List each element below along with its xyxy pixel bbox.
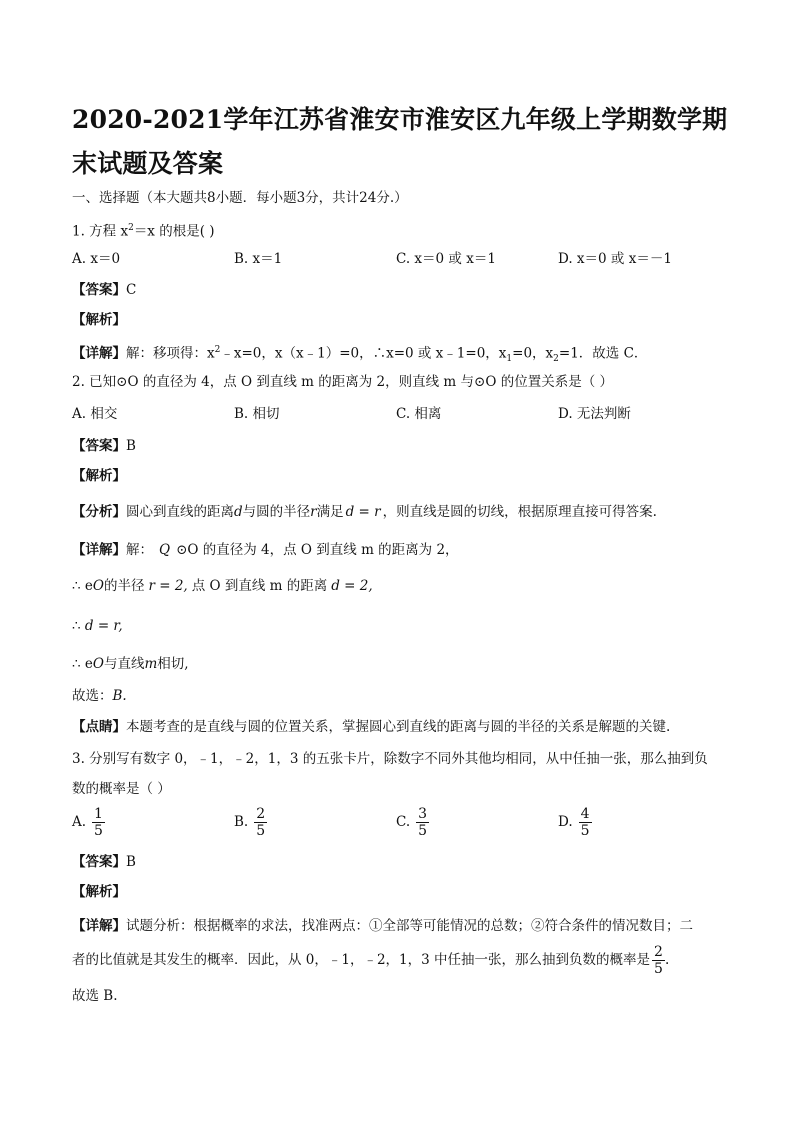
q2-answer: 【答案】B [72,438,136,454]
q3-analysis-label: 【解析】 [72,884,126,900]
fraction: $\frac{2}{5}$ [654,944,663,977]
q3-detail-line-1: 【详解】试题分析：根据概率的求法，找准两点：①全部等可能情况的总数；②符合条件的情况数目；二 [72,918,693,934]
q2-option-b: B. 相切 [234,406,280,422]
q2-option-c: C. 相离 [396,406,442,422]
q1-option-d: D. x＝0 或 x＝－1 [558,251,672,267]
q3-option-b: B. $\frac{2}{5}$ [234,806,266,839]
q2-step-radius: ∴ eO的半径 r = 2, 点 O 到直线 m 的距离 d = 2, [72,578,373,594]
fraction: $\frac{1}{5}$ [94,806,103,839]
q2-step-tangent: ∴ eO与直线m相切, [72,656,189,672]
fraction: $\frac{3}{5}$ [418,806,428,839]
fraction: $\frac{4}{5}$ [580,806,590,839]
q2-fenxi: 【分析】圆心到直线的距离d与圆的半径r满足 d = r ，则直线是圆的切线，根据原理直接可得答案. [72,504,657,520]
q3-option-c: C. $\frac{3}{5}$ [396,806,428,839]
q1-option-c: C. x＝0 或 x＝1 [396,251,496,267]
fraction: $\frac{2}{5}$ [256,806,266,839]
q3-detail-line-2: 者的比值就是其发生的概率．因此，从 0，﹣1，﹣2，1，3 中任抽一张，那么抽到负数的概率是 $\frac{2}{5}$ . [72,944,670,977]
question-2-stem: 2. 已知⊙O 的直径为 4，点 O 到直线 m 的距离为 2，则直线 m 与⊙O 的位置关系是（ ） [72,374,613,390]
q2-dianjing: 【点睛】本题考查的是直线与圆的位置关系，掌握圆心到直线的距离与圆的半径的关系是解题的关键. [72,719,671,735]
q2-choose: 故选：B. [72,688,127,704]
q1-option-a: A. x＝0 [72,251,121,267]
q2-option-d: D. 无法判断 [558,406,631,422]
page-title: 2020-2021学年江苏省淮安市淮安区九年级上学期数学期末试题及答案 [72,105,728,178]
q2-analysis-label: 【解析】 [72,468,126,484]
q3-choose: 故选 B. [72,988,118,1004]
q1-option-b: B. x＝1 [234,251,283,267]
q3-answer: 【答案】B [72,854,136,870]
q3-option-d: D. $\frac{4}{5}$ [558,806,590,839]
question-1-stem: 1. 方程 $x^2=x$ 的根是( ) [72,223,215,240]
section-heading: 一、选择题（本大题共8小题．每小题3分，共计24分.） [72,190,408,206]
q1-detail: 【详解】解：移项得：$x^2﹣x=0$，x（x﹣1）=0，∴x=0 或 x﹣1=0，$x_1=0$，$x_2=1$．故选 C． [72,345,648,365]
question-3-stem-line-2: 数的概率是（ ） [72,781,171,797]
q1-analysis-label: 【解析】 [72,312,126,328]
q3-option-a: A. $\frac{1}{5}$ [72,806,103,839]
q2-option-a: A. 相交 [72,406,118,422]
q1-answer: 【答案】C [72,282,137,298]
q2-step-equal: ∴ d = r, [72,618,123,634]
q2-detail: 【详解】解： Q ⊙O 的直径为 4，点 O 到直线 m 的距离为 2， [72,542,459,558]
question-3-stem-line-1: 3. 分别写有数字 0，﹣1，﹣2，1，3 的五张卡片，除数字不同外其他均相同，从中任抽一张，那么抽到负 [72,751,708,767]
